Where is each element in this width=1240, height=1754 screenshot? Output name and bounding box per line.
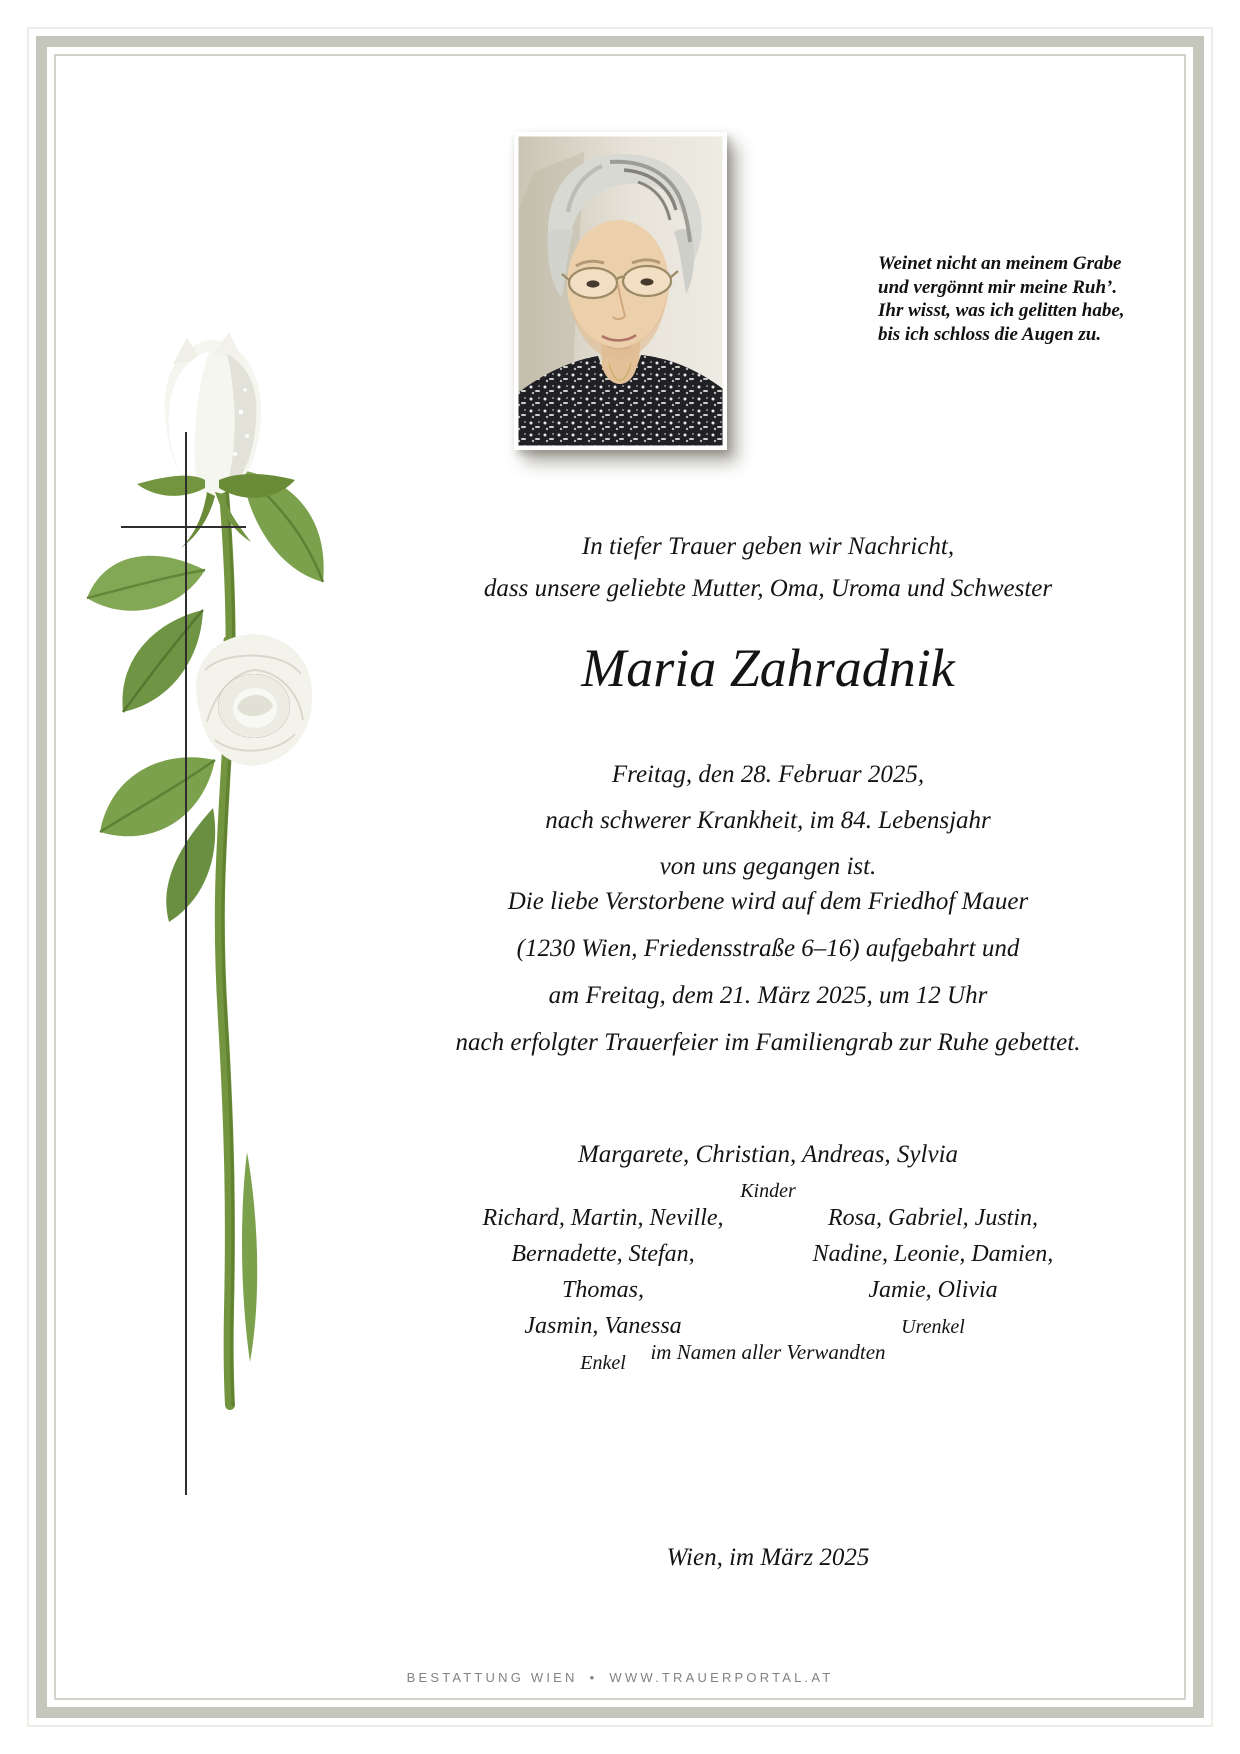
intro-line: In tiefer Trauer geben wir Nachricht, <box>581 533 955 560</box>
poem-line: Weinet nicht an meinem Grabe <box>878 253 1122 274</box>
publisher-website: WWW.TRAUERPORTAL.AT <box>609 1670 834 1685</box>
great-grandchildren-section <box>805 1200 1061 1340</box>
funeral-line: Die liebe Verstorbene wird auf dem Friedhof Mauer <box>507 888 1029 915</box>
portrait-photo <box>514 132 727 450</box>
intro-line: dass unsere geliebte Mutter, Oma, Uroma und Schwester <box>483 575 1053 602</box>
separator-dot: • <box>589 1670 598 1685</box>
funeral-line: (1230 Wien, Friedensstraße 6–16) aufgebahrt und <box>516 935 1020 962</box>
funeral-line: nach erfolgter Trauerfeier im Familiengrab zur Ruhe gebettet. <box>455 1029 1081 1056</box>
passing-line: nach schwerer Krankheit, im 84. Lebensjahr <box>545 807 991 834</box>
poem-line: und vergönnt mir meine Ruh’. <box>878 276 1118 298</box>
poem-line: Ihr wisst, was ich gelitten habe, <box>878 300 1125 321</box>
grandchildren-line: Bernadette, Stefan, Thomas, <box>511 1241 695 1303</box>
cross-vertical-line <box>185 432 187 1495</box>
white-rose-image <box>55 320 355 1420</box>
poem-line: bis ich schloss die Augen zu. <box>878 323 1102 345</box>
cross-horizontal-line <box>121 526 246 528</box>
closing-line: im Namen aller Verwandten <box>650 1340 886 1364</box>
children-names: Margarete, Christian, Andreas, Sylvia <box>577 1141 959 1168</box>
funeral-details <box>346 878 1190 1066</box>
great-grandchildren-line: Nadine, Leonie, Damien, <box>812 1241 1054 1267</box>
great-grandchildren-line: Rosa, Gabriel, Justin, <box>828 1205 1038 1231</box>
place-date: Wien, im März 2025 <box>666 1544 870 1571</box>
grandchildren-label: Enkel <box>580 1352 626 1374</box>
publisher-name: BESTATTUNG WIEN <box>406 1670 578 1685</box>
children-label: Kinder <box>740 1180 796 1202</box>
deceased-name: Maria Zahradnik <box>581 638 955 698</box>
children-section <box>346 1138 1190 1204</box>
announcement-intro <box>346 526 1190 610</box>
grandchildren-line: Jasmin, Vanessa <box>524 1313 682 1339</box>
funeral-line: am Freitag, dem 21. März 2025, um 12 Uhr <box>548 982 988 1009</box>
grandchildren-line: Richard, Martin, Neville, <box>482 1205 724 1231</box>
footer-publisher <box>0 1670 1240 1685</box>
great-grandchildren-line: Jamie, Olivia <box>868 1277 998 1303</box>
great-grandchildren-label: Urenkel <box>901 1316 965 1338</box>
memorial-poem <box>878 252 1178 346</box>
passing-details <box>346 752 1190 890</box>
passing-line: von uns gegangen ist. <box>659 853 877 880</box>
passing-line: Freitag, den 28. Februar 2025, <box>611 761 925 788</box>
